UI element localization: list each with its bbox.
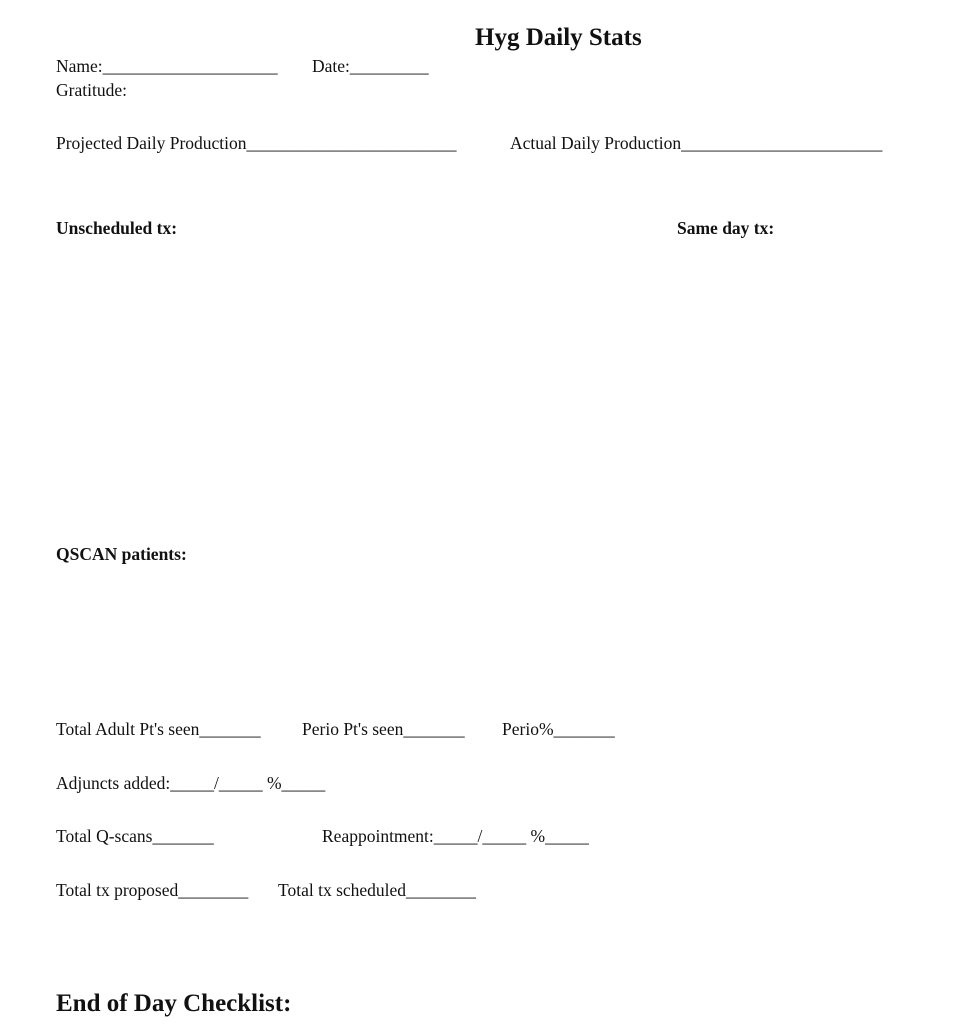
date-field-label: Date:_________ xyxy=(312,56,429,76)
name-field-label: Name:____________________ xyxy=(56,56,278,76)
end-of-day-checklist-heading: End of Day Checklist: xyxy=(56,990,292,1017)
adult-pts-seen-label: Total Adult Pt's seen_______ xyxy=(56,719,261,739)
same-day-tx-heading: Same day tx: xyxy=(677,218,775,238)
total-qscans-label: Total Q-scans_______ xyxy=(56,826,214,846)
projected-production-label: Projected Daily Production________________________ xyxy=(56,133,457,153)
actual-production-label: Actual Daily Production_______________________ xyxy=(510,133,883,153)
unscheduled-tx-heading: Unscheduled tx: xyxy=(56,218,178,238)
qscan-patients-heading: QSCAN patients: xyxy=(56,544,187,564)
perio-pts-seen-label: Perio Pt's seen_______ xyxy=(302,719,465,739)
page-title: Hyg Daily Stats xyxy=(475,24,642,51)
gratitude-label: Gratitude: xyxy=(56,80,127,100)
tx-proposed-label: Total tx proposed________ xyxy=(56,880,249,900)
reappointment-label: Reappointment:_____/_____ %_____ xyxy=(322,826,589,846)
tx-scheduled-label: Total tx scheduled________ xyxy=(278,880,477,900)
perio-percent-label: Perio%_______ xyxy=(502,719,615,739)
adjuncts-added-label: Adjuncts added:_____/_____ %_____ xyxy=(56,773,326,793)
